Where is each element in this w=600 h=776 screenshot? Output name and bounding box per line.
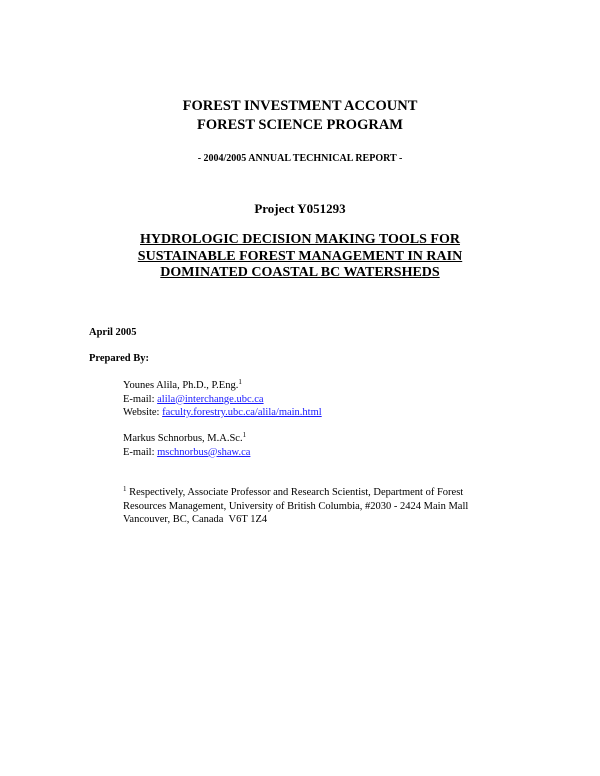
author-website-link[interactable]: faculty.forestry.ubc.ca/alila/main.html: [162, 407, 322, 418]
project-number: Project Y051293: [254, 201, 346, 216]
footnote-marker: 1: [123, 485, 127, 493]
author-email-line: [123, 446, 250, 460]
footnote-line-3: Vancouver, BC, Canada V6T 1Z4: [123, 514, 268, 525]
title-line-1: HYDROLOGIC DECISION MAKING TOOLS FOR: [140, 232, 460, 247]
author-name: [123, 432, 250, 446]
footnote-text-1: Respectively, Associate Professor and Research Scientist, Department of Forest: [129, 487, 464, 498]
footnote-marker: 1: [242, 431, 247, 439]
author-email-link[interactable]: mschnorbus@shaw.ca: [157, 446, 251, 458]
document-title: [0, 232, 600, 282]
author-name: [123, 379, 322, 393]
affiliation-footnote: [123, 486, 523, 527]
title-line-3: DOMINATED COASTAL BC WATERSHEDS: [160, 265, 440, 280]
author-email-line: [123, 393, 322, 407]
footnote-line-2: Resources Management, University of British Columbia, #2030 - 2424 Main Mall: [123, 500, 469, 512]
prepared-by-label: Prepared By:: [89, 353, 149, 364]
email-label: E-mail:: [123, 393, 158, 405]
footnote-line-1: [123, 486, 523, 500]
footnote-marker: 1: [238, 378, 242, 386]
heading-line-1: FOREST INVESTMENT ACCOUNT: [182, 98, 418, 114]
report-heading: [0, 97, 600, 135]
email-label: E-mail:: [123, 446, 158, 458]
author-email-link[interactable]: alila@interchange.ubc.ca: [157, 393, 264, 405]
author-name-text: Markus Schnorbus, M.A.Sc.: [123, 433, 243, 444]
report-date: April 2005: [89, 327, 137, 338]
website-label: Website:: [123, 407, 163, 418]
author-block-1: [123, 379, 322, 420]
heading-line-2: FOREST SCIENCE PROGRAM: [197, 117, 403, 133]
author-website-line: [123, 406, 322, 420]
report-subtitle: - 2004/2005 ANNUAL TECHNICAL REPORT -: [197, 153, 403, 164]
author-name-text: Younes Alila, Ph.D., P.Eng.: [123, 380, 239, 391]
title-line-2: SUSTAINABLE FOREST MANAGEMENT IN RAIN: [137, 248, 463, 264]
author-block-2: [123, 432, 250, 459]
